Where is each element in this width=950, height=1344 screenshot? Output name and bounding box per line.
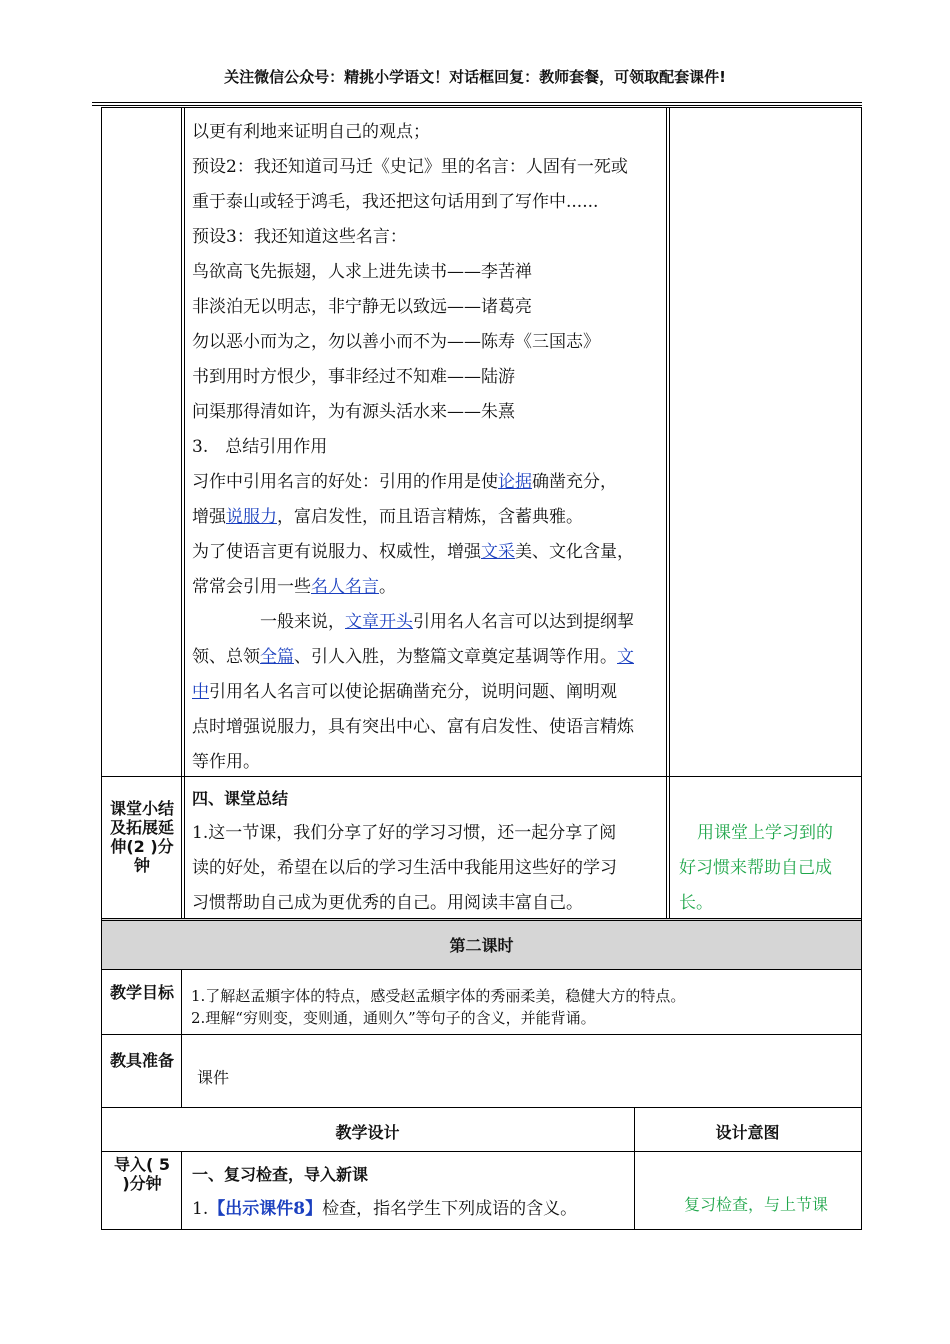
text-span: 一般来说， — [260, 612, 345, 632]
goal-item: 1.了解赵孟頫字体的特点，感受赵孟頫字体的秀丽柔美，稳健大方的特点。 — [191, 987, 686, 1005]
text-span: 增强 — [192, 507, 226, 527]
goal-content — [191, 985, 856, 1029]
text-line: 点时增强说服力，具有突出中心、富有启发性、使语言精炼 — [192, 717, 634, 737]
text-line: 等作用。 — [192, 752, 260, 772]
link-shuofuli[interactable]: 说服力 — [226, 507, 277, 527]
tools-content: 课件 — [197, 1068, 230, 1087]
link-wenzhangkaitou[interactable]: 文章开头 — [345, 612, 413, 632]
intro-title: 一、复习检查，导入新课 — [192, 1165, 369, 1184]
lesson2-title: 第二课时 — [449, 936, 514, 955]
text-span: ，富启发性，而且语言精炼，含蓄典雅。 — [277, 507, 583, 527]
link-wenzhong-end[interactable]: 中 — [192, 682, 209, 702]
link-wenzhong[interactable]: 文 — [617, 647, 634, 667]
text-line: 读的好处，希望在以后的学习生活中我能用这些好的学习 — [192, 858, 617, 878]
quote-line: 鸟欲高飞先振翅，人求上进先读书——李苦禅 — [192, 262, 532, 282]
text-line — [192, 465, 668, 500]
text-line: 1.这一节课，我们分享了好的学习习惯，还一起分享了阅 — [192, 823, 617, 843]
text-span: 检查，指名学生下列成语的含义。 — [322, 1199, 578, 1219]
quote-line: 非淡泊无以明志，非宁静无以致远——诸葛亮 — [192, 297, 532, 317]
text-span: 引用名人名言可以达到提纲挈 — [413, 612, 634, 632]
quote-line: 问渠那得清如许，为有源头活水来——朱熹 — [192, 402, 515, 422]
summary-content — [192, 781, 668, 921]
intro-label: 导入( 5 )分钟 — [113, 1155, 171, 1193]
goal-item: 2.理解“穷则变，变则通，通则久”等句子的含义，并能背诵。 — [191, 1009, 596, 1027]
text-span: 1. — [192, 1199, 209, 1219]
text-line: 习惯帮助自己成为更优秀的自己。用阅读丰富自己。 — [192, 893, 583, 913]
text-line — [192, 675, 668, 710]
header-rule-bottom — [92, 105, 862, 106]
section-heading: 3. 总结引用作用 — [192, 437, 328, 457]
text-span: 常常会引用一些 — [192, 577, 311, 597]
courseware-tag: 【出示课件8】 — [208, 1199, 323, 1219]
page-header: 关注微信公众号：精挑小学语文！对话框回复：教师套餐，可领取配套课件! — [224, 68, 726, 86]
continuation-content — [192, 115, 668, 780]
text-span: 习作中引用名言的好处：引用的作用是使 — [192, 472, 498, 492]
header-rule-top — [92, 102, 862, 103]
quote-line: 勿以恶小而为之，勿以善小而不为——陈寿《三国志》 — [192, 332, 600, 352]
text-line: 预设3：我还知道这些名言： — [192, 227, 407, 247]
text-line: 重于泰山或轻于鸿毛，我还把这句话用到了写作中...... — [192, 192, 599, 212]
design-header: 教学设计 — [335, 1123, 400, 1142]
link-mingrenmingyan[interactable]: 名人名言 — [311, 577, 379, 597]
summary-intent — [679, 816, 859, 921]
intent-line: 好习惯来帮助自己成 — [679, 858, 832, 878]
text-span: 、引人入胜，为整篇文章奠定基调等作用。 — [294, 647, 617, 667]
text-line — [192, 535, 668, 570]
text-line: 以更有利地来证明自己的观点； — [192, 122, 430, 142]
text-line — [192, 640, 668, 675]
link-wencai[interactable]: 文采 — [481, 542, 515, 562]
text-line — [192, 605, 668, 640]
text-line: 预设2：我还知道司马迁《史记》里的名言：人固有一死或 — [192, 157, 628, 177]
summary-label: 课堂小结及拓展延伸(2 )分钟 — [109, 799, 174, 875]
goal-label: 教学目标 — [109, 983, 174, 1002]
intro-intent: 复习检查，与上节课 — [684, 1195, 829, 1214]
lesson-table — [101, 107, 862, 1230]
intent-line: 长。 — [679, 893, 713, 913]
text-line — [192, 1192, 632, 1227]
tools-label: 教具准备 — [109, 1051, 174, 1070]
quote-line: 书到用时方恨少，事非经过不知难——陆游 — [192, 367, 515, 387]
text-span: 确凿充分， — [532, 472, 617, 492]
text-span: 为了使语言更有说服力、权威性，增强 — [192, 542, 481, 562]
link-quanpian[interactable]: 全篇 — [260, 647, 294, 667]
summary-title: 四、课堂总结 — [192, 789, 289, 808]
text-span: 引用名人名言可以使论据确凿充分，说明问题、阐明观 — [209, 682, 617, 702]
text-span: 。 — [379, 577, 396, 597]
intent-header: 设计意图 — [715, 1123, 780, 1142]
intent-line: 用课堂上学习到的 — [697, 823, 833, 843]
text-line — [192, 500, 668, 535]
intro-content — [192, 1157, 632, 1227]
text-span: 美、文化含量， — [515, 542, 634, 562]
text-span: 领、总领 — [192, 647, 260, 667]
link-lunju[interactable]: 论据 — [498, 472, 532, 492]
text-line — [192, 570, 668, 605]
